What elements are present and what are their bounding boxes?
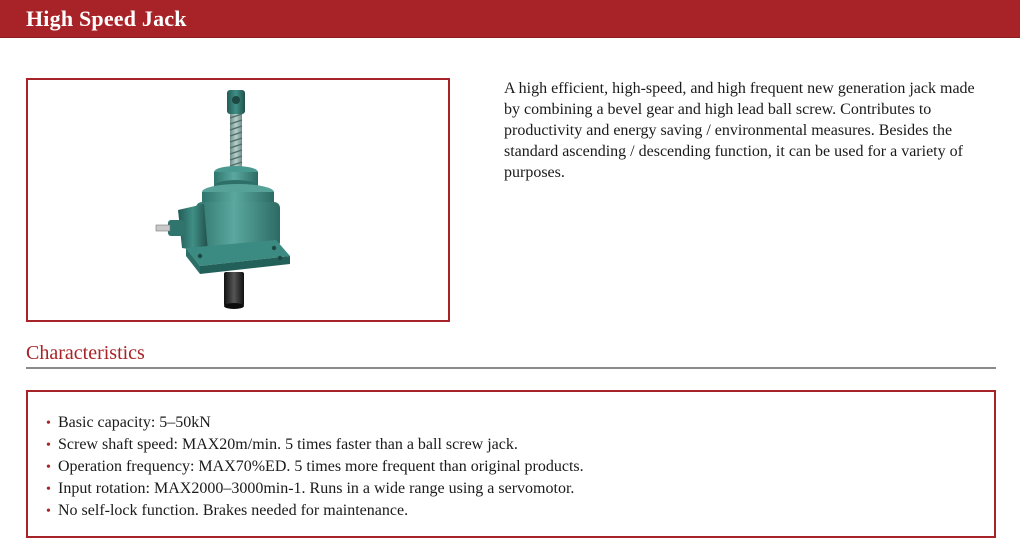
bullet-icon: • xyxy=(46,460,51,475)
characteristics-heading: Characteristics xyxy=(26,342,145,364)
characteristic-text: Screw shaft speed: MAX20m/min. 5 times faster than a ball screw jack. xyxy=(58,436,518,453)
characteristic-item xyxy=(46,456,584,478)
characteristic-item xyxy=(46,500,584,522)
characteristic-item xyxy=(46,434,584,456)
characteristic-item xyxy=(46,478,584,500)
bullet-icon: • xyxy=(46,416,51,431)
characteristic-text: No self-lock function. Brakes needed for maintenance. xyxy=(58,502,409,519)
characteristics-list xyxy=(46,412,584,522)
bullet-icon: • xyxy=(46,438,51,453)
bullet-icon: • xyxy=(46,504,51,519)
section-divider xyxy=(26,367,996,369)
characteristic-text: Input rotation: MAX2000–3000min-1. Runs in a wide range using a servomotor. xyxy=(58,480,575,497)
high-speed-jack-image xyxy=(28,80,448,320)
characteristic-text: Basic capacity: 5–50kN xyxy=(58,414,211,431)
bullet-icon: • xyxy=(46,482,51,497)
characteristic-item xyxy=(46,412,584,434)
characteristic-text: Operation frequency: MAX70%ED. 5 times more frequent than original products. xyxy=(58,458,584,475)
product-image-frame xyxy=(26,78,450,322)
product-description: A high efficient, high-speed, and high frequent new generation jack made by combining a bevel gear and high lead ball screw. Contributes to productivity and energy saving / environmental measures. Besides the standard ascending / descending function, it can be used for a variety of purposes. xyxy=(504,80,975,181)
title-bar xyxy=(0,0,1020,38)
characteristics-box xyxy=(26,390,996,538)
page-title: High Speed Jack xyxy=(26,6,187,31)
